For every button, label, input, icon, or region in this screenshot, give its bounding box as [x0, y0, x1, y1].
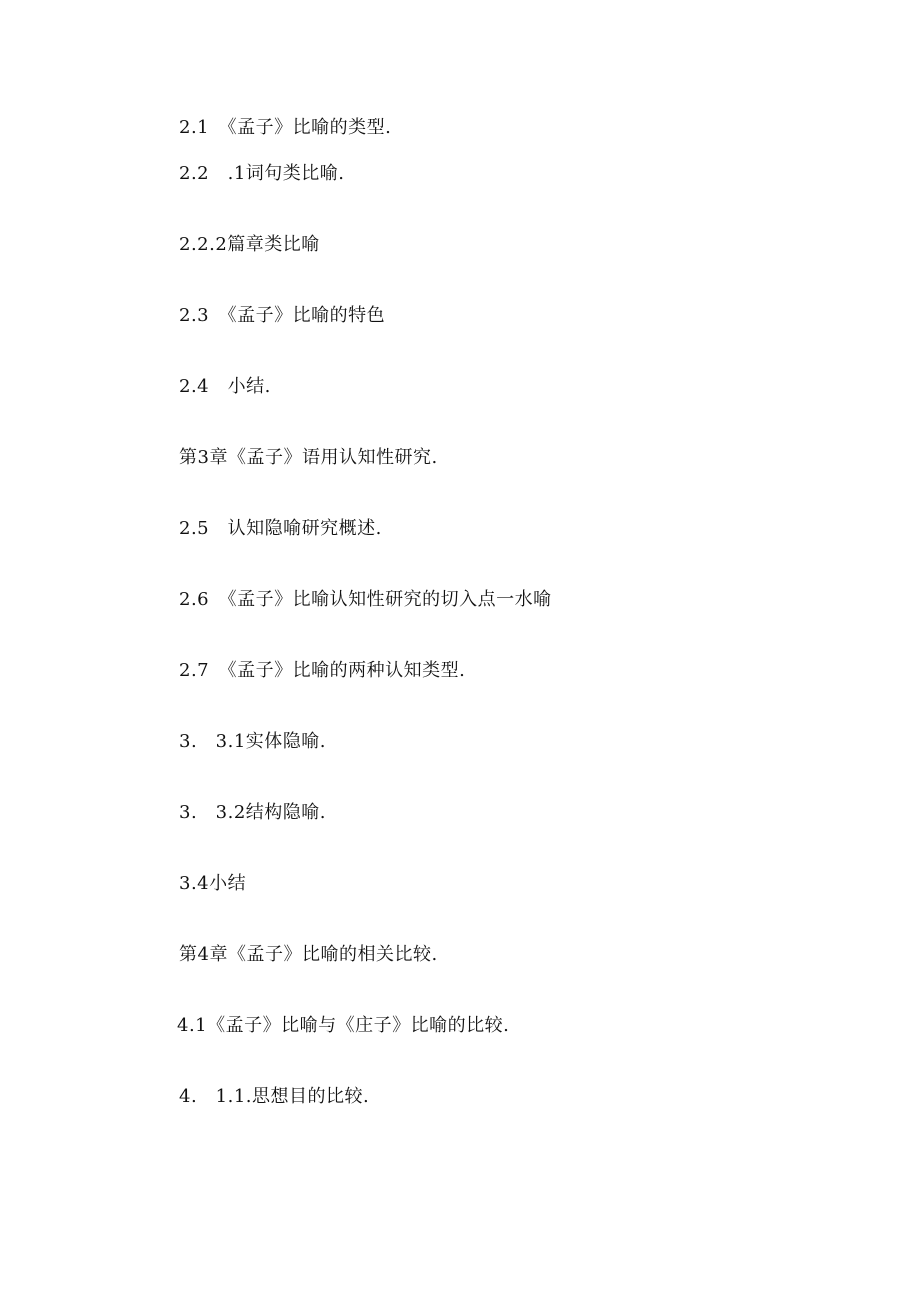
toc-entry-3-3-2: 3. 3.2结构隐喻.: [179, 802, 327, 823]
toc-entry-4-1-1: 4. 1.1.思想目的比较.: [179, 1086, 370, 1107]
toc-entry-2-2-2: 2.2.2篇章类比喻: [179, 234, 320, 255]
toc-entry-2-7: 2.7 《孟子》比喻的两种认知类型.: [179, 660, 466, 681]
toc-entry-4-1: 4.1《孟子》比喻与《庄子》比喻的比较.: [177, 1015, 510, 1036]
toc-entry-2-2: 2.2 .1词句类比喻.: [179, 163, 345, 184]
toc-entry-2-1: 2.1 《孟子》比喻的类型.: [179, 117, 392, 138]
toc-chapter-4: 第4章《孟子》比喻的相关比较.: [179, 944, 438, 965]
toc-entry-2-3: 2.3 《孟子》比喻的特色: [179, 305, 386, 326]
toc-entry-2-5: 2.5 认知隐喻研究概述.: [179, 518, 382, 539]
toc-entry-2-4: 2.4 小结.: [179, 376, 271, 397]
toc-entry-3-4: 3.4小结: [179, 873, 247, 894]
toc-chapter-3: 第3章《孟子》语用认知性研究.: [179, 447, 438, 468]
toc-entry-3-3-1: 3. 3.1实体隐喻.: [179, 731, 327, 752]
toc-entry-2-6: 2.6 《孟子》比喻认知性研究的切入点一水喻: [179, 589, 552, 610]
